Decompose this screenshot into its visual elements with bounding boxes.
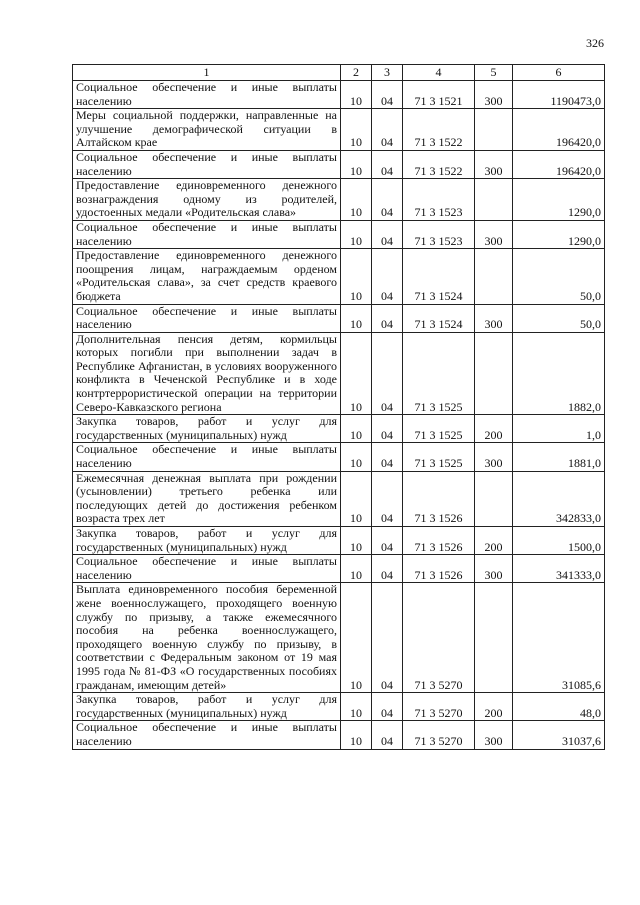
expense-type-code: 200 xyxy=(475,527,513,555)
section-code: 10 xyxy=(341,150,372,178)
target-article-code: 71 3 5270 xyxy=(403,693,475,721)
subsection-code: 04 xyxy=(372,693,403,721)
expense-type-code xyxy=(475,471,513,526)
row-name: Предоставление единовременного денежного вознаграждения одному из родителей, удостоенных медали «Родительская слава» xyxy=(73,179,341,221)
section-code: 10 xyxy=(341,332,372,415)
table-row xyxy=(73,471,605,526)
table-row xyxy=(73,220,605,248)
row-name: Закупка товаров, работ и услуг для государственных (муниципальных) нужд xyxy=(73,693,341,721)
subsection-code: 04 xyxy=(372,249,403,304)
section-code: 10 xyxy=(341,220,372,248)
subsection-code: 04 xyxy=(372,81,403,109)
expense-type-code xyxy=(475,179,513,221)
target-article-code: 71 3 1526 xyxy=(403,471,475,526)
section-code: 10 xyxy=(341,109,372,151)
header-col-6: 6 xyxy=(513,65,605,81)
subsection-code: 04 xyxy=(372,332,403,415)
row-name: Социальное обеспечение и иные выплаты населению xyxy=(73,220,341,248)
target-article-code: 71 3 1525 xyxy=(403,332,475,415)
amount: 1190473,0 xyxy=(513,81,605,109)
table-row xyxy=(73,443,605,471)
row-name: Закупка товаров, работ и услуг для государственных (муниципальных) нужд xyxy=(73,527,341,555)
amount: 1500,0 xyxy=(513,527,605,555)
row-name: Социальное обеспечение и иные выплаты населению xyxy=(73,304,341,332)
amount: 50,0 xyxy=(513,304,605,332)
header-col-4: 4 xyxy=(403,65,475,81)
section-code: 10 xyxy=(341,415,372,443)
amount: 1881,0 xyxy=(513,443,605,471)
amount: 50,0 xyxy=(513,249,605,304)
target-article-code: 71 3 1523 xyxy=(403,220,475,248)
target-article-code: 71 3 5270 xyxy=(403,583,475,693)
target-article-code: 71 3 1523 xyxy=(403,179,475,221)
subsection-code: 04 xyxy=(372,527,403,555)
amount: 31037,6 xyxy=(513,721,605,749)
expense-type-code: 300 xyxy=(475,555,513,583)
expense-type-code: 300 xyxy=(475,220,513,248)
target-article-code: 71 3 1522 xyxy=(403,109,475,151)
target-article-code: 71 3 1525 xyxy=(403,443,475,471)
table-row xyxy=(73,721,605,749)
row-name: Дополнительная пенсия детям, кормильцы которых погибли при выполнении задач в Республике Афганистан, в условиях вооруженного конфликта в Чеченской Республике и в ходе контртеррористической операции на территории Северо-Кавказского региона xyxy=(73,332,341,415)
target-article-code: 71 3 5270 xyxy=(403,721,475,749)
subsection-code: 04 xyxy=(372,220,403,248)
row-name: Социальное обеспечение и иные выплаты населению xyxy=(73,81,341,109)
expense-type-code xyxy=(475,109,513,151)
row-name: Социальное обеспечение и иные выплаты населению xyxy=(73,721,341,749)
target-article-code: 71 3 1524 xyxy=(403,304,475,332)
expense-type-code xyxy=(475,583,513,693)
table-header-row xyxy=(73,65,605,81)
section-code: 10 xyxy=(341,583,372,693)
row-name: Меры социальной поддержки, направленные на улучшение демографической ситуации в Алтайском крае xyxy=(73,109,341,151)
subsection-code: 04 xyxy=(372,443,403,471)
section-code: 10 xyxy=(341,179,372,221)
subsection-code: 04 xyxy=(372,304,403,332)
subsection-code: 04 xyxy=(372,721,403,749)
budget-table xyxy=(72,64,605,750)
amount: 1882,0 xyxy=(513,332,605,415)
amount: 31085,6 xyxy=(513,583,605,693)
target-article-code: 71 3 1525 xyxy=(403,415,475,443)
table-row xyxy=(73,249,605,304)
table-row xyxy=(73,81,605,109)
table-row xyxy=(73,304,605,332)
expense-type-code: 200 xyxy=(475,693,513,721)
section-code: 10 xyxy=(341,527,372,555)
header-col-3: 3 xyxy=(372,65,403,81)
subsection-code: 04 xyxy=(372,415,403,443)
table-row xyxy=(73,693,605,721)
header-col-1: 1 xyxy=(73,65,341,81)
expense-type-code: 300 xyxy=(475,150,513,178)
expense-type-code: 300 xyxy=(475,304,513,332)
row-name: Социальное обеспечение и иные выплаты населению xyxy=(73,443,341,471)
subsection-code: 04 xyxy=(372,555,403,583)
table-row xyxy=(73,527,605,555)
expense-type-code xyxy=(475,332,513,415)
page-number: 326 xyxy=(586,36,604,50)
table-row xyxy=(73,109,605,151)
amount: 196420,0 xyxy=(513,150,605,178)
subsection-code: 04 xyxy=(372,109,403,151)
row-name: Предоставление единовременного денежного поощрения лицам, награждаемым орденом «Родительская слава», за счет средств краевого бюджета xyxy=(73,249,341,304)
expense-type-code xyxy=(475,249,513,304)
target-article-code: 71 3 1526 xyxy=(403,555,475,583)
row-name: Социальное обеспечение и иные выплаты населению xyxy=(73,150,341,178)
section-code: 10 xyxy=(341,81,372,109)
section-code: 10 xyxy=(341,304,372,332)
subsection-code: 04 xyxy=(372,150,403,178)
section-code: 10 xyxy=(341,249,372,304)
table-row xyxy=(73,555,605,583)
table-row xyxy=(73,179,605,221)
target-article-code: 71 3 1521 xyxy=(403,81,475,109)
section-code: 10 xyxy=(341,721,372,749)
section-code: 10 xyxy=(341,693,372,721)
amount: 341333,0 xyxy=(513,555,605,583)
amount: 48,0 xyxy=(513,693,605,721)
section-code: 10 xyxy=(341,555,372,583)
table-row xyxy=(73,332,605,415)
target-article-code: 71 3 1524 xyxy=(403,249,475,304)
expense-type-code: 200 xyxy=(475,415,513,443)
subsection-code: 04 xyxy=(372,471,403,526)
expense-type-code: 300 xyxy=(475,721,513,749)
expense-type-code: 300 xyxy=(475,443,513,471)
header-col-5: 5 xyxy=(475,65,513,81)
subsection-code: 04 xyxy=(372,583,403,693)
amount: 196420,0 xyxy=(513,109,605,151)
row-name: Закупка товаров, работ и услуг для государственных (муниципальных) нужд xyxy=(73,415,341,443)
table-row xyxy=(73,150,605,178)
section-code: 10 xyxy=(341,443,372,471)
target-article-code: 71 3 1522 xyxy=(403,150,475,178)
row-name: Выплата единовременного пособия беременной жене военнослужащего, проходящего военную службу по призыву, а также ежемесячного пособия на ребенка военнослужащего, проходящего военную службу по призыву, в соответствии с Федеральным законом от 19 мая 1995 года № 81-ФЗ «О государственных пособиях гражданам, имеющим детей» xyxy=(73,583,341,693)
expense-type-code: 300 xyxy=(475,81,513,109)
row-name: Социальное обеспечение и иные выплаты населению xyxy=(73,555,341,583)
target-article-code: 71 3 1526 xyxy=(403,527,475,555)
amount: 1290,0 xyxy=(513,220,605,248)
amount: 1,0 xyxy=(513,415,605,443)
amount: 342833,0 xyxy=(513,471,605,526)
table-row xyxy=(73,583,605,693)
amount: 1290,0 xyxy=(513,179,605,221)
table-row xyxy=(73,415,605,443)
row-name: Ежемесячная денежная выплата при рождении (усыновлении) третьего ребенка или последующих детей до достижения ребенком возраста трех лет xyxy=(73,471,341,526)
subsection-code: 04 xyxy=(372,179,403,221)
header-col-2: 2 xyxy=(341,65,372,81)
section-code: 10 xyxy=(341,471,372,526)
